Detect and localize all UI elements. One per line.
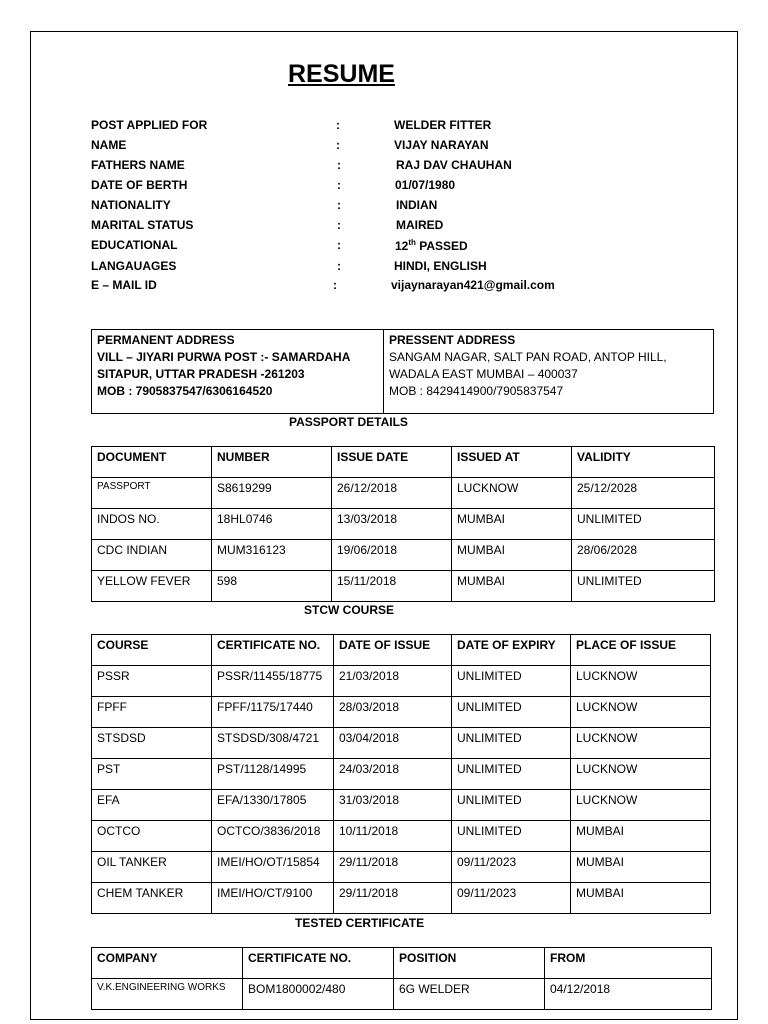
table-cell: 21/03/2018	[334, 666, 452, 697]
table-header-cell: ISSUE DATE	[332, 447, 452, 478]
info-value: RAJ DAV CHAUHAN	[396, 158, 512, 172]
table-cell: UNLIMITED	[452, 697, 571, 728]
permanent-address-line: MOB : 7905837547/6306164520	[97, 384, 273, 398]
table-cell: UNLIMITED	[452, 790, 571, 821]
table-header-cell: COMPANY	[92, 948, 243, 979]
table-cell: YELLOW FEVER	[92, 571, 212, 602]
info-row-name	[91, 138, 651, 156]
present-address-line: MOB : 8429414900/7905837547	[389, 384, 564, 398]
table-cell: 10/11/2018	[334, 821, 452, 852]
passport-section-title: PASSPORT DETAILS	[289, 415, 408, 429]
tested-section-title: TESTED CERTIFICATE	[295, 916, 425, 930]
table-row	[92, 790, 711, 821]
table-header-cell: POSITION	[394, 948, 545, 979]
info-value: INDIAN	[396, 198, 438, 212]
table-cell: BOM1800002/480	[243, 979, 394, 1010]
table-cell: UNLIMITED	[452, 728, 571, 759]
info-colon: :	[337, 238, 341, 252]
table-cell: 19/06/2018	[332, 540, 452, 571]
table-cell: 09/11/2023	[452, 852, 571, 883]
info-row-educational	[91, 238, 651, 256]
table-header-cell: NUMBER	[212, 447, 332, 478]
info-value	[395, 238, 468, 253]
info-label: NATIONALITY	[91, 198, 171, 212]
table-cell: OCTCO	[92, 821, 212, 852]
table-cell: FPFF/1175/17440	[212, 697, 334, 728]
table-header-cell: PLACE OF ISSUE	[571, 635, 711, 666]
info-colon: :	[337, 178, 341, 192]
info-value: WELDER FITTER	[394, 118, 492, 132]
table-cell: 25/12/2028	[572, 478, 715, 509]
info-row-email	[91, 278, 651, 296]
table-cell: INDOS NO.	[92, 509, 212, 540]
table-cell: 598	[212, 571, 332, 602]
info-value: HINDI, ENGLISH	[394, 259, 487, 273]
table-cell: CHEM TANKER	[92, 883, 212, 914]
table-header-cell: DOCUMENT	[92, 447, 212, 478]
table-cell: 29/11/2018	[334, 883, 452, 914]
info-row-post	[91, 118, 651, 136]
table-cell: UNLIMITED	[452, 759, 571, 790]
table-cell: 18HL0746	[212, 509, 332, 540]
info-row-date-of-birth	[91, 178, 651, 196]
permanent-address-line: VILL – JIYARI PURWA POST :- SAMARDAHA	[97, 350, 351, 364]
info-label: EDUCATIONAL	[91, 238, 178, 252]
table-header-cell: ISSUED AT	[452, 447, 572, 478]
table-cell: LUCKNOW	[571, 666, 711, 697]
info-row-marital-status	[91, 218, 651, 236]
table-cell: UNLIMITED	[452, 821, 571, 852]
table-cell: LUCKNOW	[571, 790, 711, 821]
table-row	[92, 478, 715, 509]
info-row-languages	[91, 259, 651, 277]
table-cell: LUCKNOW	[571, 697, 711, 728]
table-row	[92, 852, 711, 883]
info-colon: :	[337, 158, 341, 172]
table-cell: 28/03/2018	[334, 697, 452, 728]
info-label: DATE OF BERTH	[91, 178, 188, 192]
table-cell: IMEI/HO/OT/15854	[212, 852, 334, 883]
permanent-address	[92, 330, 384, 413]
table-cell: 28/06/2028	[572, 540, 715, 571]
table-cell: UNLIMITED	[572, 571, 715, 602]
table-cell: IMEI/HO/CT/9100	[212, 883, 334, 914]
table-cell: MUMBAI	[571, 852, 711, 883]
table-cell: MUMBAI	[452, 571, 572, 602]
table-cell: UNLIMITED	[452, 666, 571, 697]
table-row	[92, 759, 711, 790]
info-label: NAME	[91, 138, 127, 152]
tested-certificate-table	[91, 947, 712, 1010]
table-row	[92, 666, 711, 697]
info-colon: :	[337, 218, 341, 232]
passport-table	[91, 446, 715, 602]
table-row	[92, 728, 711, 759]
table-cell: 26/12/2018	[332, 478, 452, 509]
table-cell: 6G WELDER	[394, 979, 545, 1010]
permanent-address-heading: PERMANENT ADDRESS	[97, 333, 235, 347]
table-header-cell: DATE OF EXPIRY	[452, 635, 571, 666]
table-row	[92, 509, 715, 540]
table-cell: LUCKNOW	[571, 759, 711, 790]
table-cell: MUM316123	[212, 540, 332, 571]
education-suffix: PASSED	[415, 239, 468, 253]
present-address-line: SANGAM NAGAR, SALT PAN ROAD, ANTOP HILL,	[389, 350, 667, 364]
table-cell: V.K.ENGINEERING WORKS	[92, 979, 243, 1010]
present-address-heading: PRESSENT ADDRESS	[389, 333, 516, 347]
info-label: POST APPLIED FOR	[91, 118, 208, 132]
table-header-row	[92, 447, 715, 478]
info-value: vijaynarayan421@gmail.com	[391, 278, 555, 292]
table-header-cell: CERTIFICATE NO.	[212, 635, 334, 666]
info-row-fathers-name	[91, 158, 651, 176]
info-colon: :	[336, 138, 340, 152]
table-row	[92, 540, 715, 571]
info-label: MARITAL STATUS	[91, 218, 194, 232]
table-cell: FPFF	[92, 697, 212, 728]
table-cell: LUCKNOW	[571, 728, 711, 759]
info-label: LANGAUAGES	[91, 259, 177, 273]
table-cell: MUMBAI	[571, 883, 711, 914]
table-cell: PSSR/11455/18775	[212, 666, 334, 697]
permanent-address-line: SITAPUR, UTTAR PRADESH -261203	[97, 367, 305, 381]
table-cell: 24/03/2018	[334, 759, 452, 790]
info-colon: :	[337, 198, 341, 212]
present-address-line: WADALA EAST MUMBAI – 400037	[389, 367, 578, 381]
info-label: FATHERS NAME	[91, 158, 185, 172]
table-cell: EFA	[92, 790, 212, 821]
table-cell: UNLIMITED	[572, 509, 715, 540]
table-cell: STSDSD	[92, 728, 212, 759]
table-cell: MUMBAI	[571, 821, 711, 852]
table-cell: 31/03/2018	[334, 790, 452, 821]
table-cell: MUMBAI	[452, 509, 572, 540]
table-cell: 13/03/2018	[332, 509, 452, 540]
table-cell: LUCKNOW	[452, 478, 572, 509]
address-box	[91, 329, 714, 414]
education-number: 12	[395, 239, 409, 253]
table-cell: CDC INDIAN	[92, 540, 212, 571]
table-row	[92, 571, 715, 602]
table-cell: 29/11/2018	[334, 852, 452, 883]
table-cell: 04/12/2018	[545, 979, 712, 1010]
table-cell: MUMBAI	[452, 540, 572, 571]
table-header-cell: CERTIFICATE NO.	[243, 948, 394, 979]
table-header-cell: COURSE	[92, 635, 212, 666]
info-row-nationality	[91, 198, 651, 216]
table-header-cell: VALIDITY	[572, 447, 715, 478]
info-value: VIJAY NARAYAN	[394, 138, 489, 152]
table-row	[92, 821, 711, 852]
stcw-section-title: STCW COURSE	[304, 603, 394, 617]
table-cell: PSSR	[92, 666, 212, 697]
table-header-cell: DATE OF ISSUE	[334, 635, 452, 666]
stcw-table	[91, 634, 711, 914]
table-cell: 09/11/2023	[452, 883, 571, 914]
table-row	[92, 979, 712, 1010]
info-colon: :	[337, 259, 341, 273]
table-cell: S8619299	[212, 478, 332, 509]
info-value: MAIRED	[396, 218, 444, 232]
table-cell: PST	[92, 759, 212, 790]
table-header-cell: FROM	[545, 948, 712, 979]
table-header-row	[92, 948, 712, 979]
table-header-row	[92, 635, 711, 666]
table-cell: OCTCO/3836/2018	[212, 821, 334, 852]
info-label: E – MAIL ID	[91, 278, 157, 292]
table-cell: PASSPORT	[92, 478, 212, 509]
table-cell: OIL TANKER	[92, 852, 212, 883]
present-address	[384, 330, 713, 413]
table-row	[92, 697, 711, 728]
info-colon: :	[333, 278, 337, 292]
table-cell: STSDSD/308/4721	[212, 728, 334, 759]
info-value: 01/07/1980	[395, 178, 456, 192]
info-colon: :	[336, 118, 340, 132]
table-cell: EFA/1330/17805	[212, 790, 334, 821]
table-cell: 03/04/2018	[334, 728, 452, 759]
page-title: RESUME	[288, 60, 395, 88]
education-superscript: th	[408, 238, 416, 247]
table-cell: 15/11/2018	[332, 571, 452, 602]
table-cell: PST/1128/14995	[212, 759, 334, 790]
table-row	[92, 883, 711, 914]
